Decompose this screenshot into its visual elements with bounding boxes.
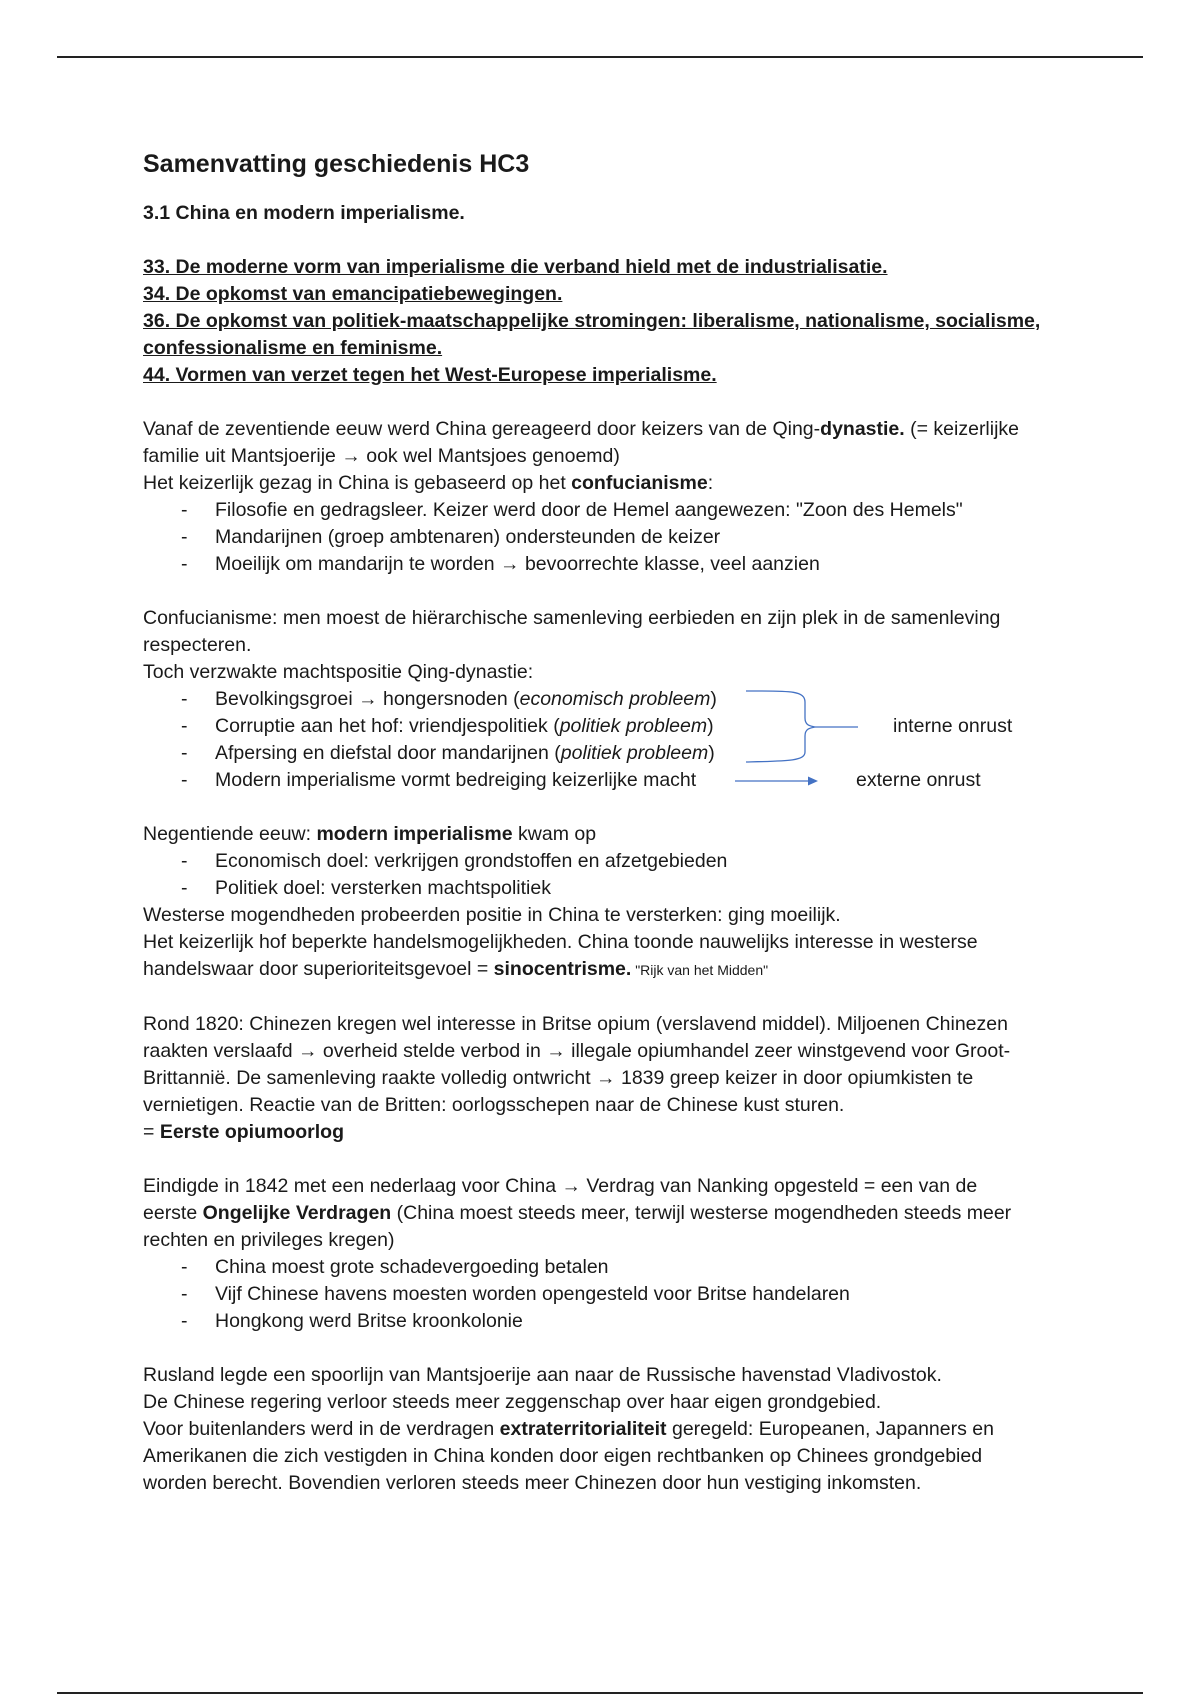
text-line: Vanaf de zeventiende eeuw werd China gereageerd door keizers van de Qing-dynastie. (= keizerlijke: [143, 418, 1020, 440]
label-externe-onrust: externe onrust: [856, 769, 981, 791]
text-line: = Eerste opiumoorlog: [143, 1121, 344, 1143]
text-line: Toch verzwakte machtspositie Qing-dynastie:: [143, 661, 534, 683]
text-line: Brittannië. De samenleving raakte volledig ontwricht → 1839 greep keizer in door opiumkisten te: [143, 1067, 974, 1089]
document-body: [143, 140, 1083, 1497]
header-rule: [57, 56, 1143, 58]
list-item: - Afpersing en diefstal door mandarijnen (politiek probleem): [215, 740, 1083, 767]
list-item: - Mandarijnen (groep ambtenaren) ondersteunden de keizer: [215, 524, 1083, 551]
paragraph-nanking: [143, 1173, 1083, 1335]
confucianism-list: [143, 497, 1083, 578]
text-line: vernietigen. Reactie van de Britten: oorlogsschepen naar de Chinese kust sturen.: [143, 1094, 845, 1116]
text-line: Rond 1820: Chinezen kregen wel interesse in Britse opium (verslavend middel). Miljoenen Chinezen: [143, 1013, 1008, 1035]
learning-goals: [143, 254, 1083, 389]
unrest-diagram: [143, 686, 1083, 794]
text-line: Het keizerlijk hof beperkte handelsmogelijkheden. China toonde nauwelijks interesse in westerse: [143, 931, 978, 953]
goal-line: confessionalisme en feminisme.: [143, 337, 443, 359]
goal-line: 36. De opkomst van politiek-maatschappelijke stromingen: liberalisme, nationalisme, socialisme,: [143, 310, 1041, 332]
goal-line: 33. De moderne vorm van imperialisme die verband hield met de industrialisatie.: [143, 256, 888, 278]
list-item: - Hongkong werd Britse kroonkolonie: [215, 1308, 1083, 1335]
text-line: Negentiende eeuw: modern imperialisme kwam op: [143, 823, 597, 845]
list-item: - Modern imperialisme vormt bedreiging keizerlijke macht: [215, 767, 1083, 794]
paragraph-imperialism: [143, 821, 1083, 984]
paragraph-qing: [143, 416, 1083, 578]
text-line: Voor buitenlanders werd in de verdragen extraterritorialiteit geregeld: Europeanen, Japanners en: [143, 1418, 994, 1440]
text-line: Westerse mogendheden probeerden positie in China te versterken: ging moeilijk.: [143, 904, 841, 926]
text-line: Confucianisme: men moest de hiërarchische samenleving eerbieden en zijn plek in de samenleving: [143, 607, 1001, 629]
goal-line: 44. Vormen van verzet tegen het West-Europese imperialisme.: [143, 364, 717, 386]
text-line: respecteren.: [143, 634, 252, 656]
brace-arrow-graphic: [743, 686, 863, 796]
text-line: Amerikanen die zich vestigden in China konden door eigen rechtbanken op Chinees grondgebied: [143, 1445, 983, 1467]
text-line: Rusland legde een spoorlijn van Mantsjoerije aan naar de Russische havenstad Vladivostok.: [143, 1364, 942, 1386]
goals-list: [143, 848, 1083, 902]
list-item: - Moeilijk om mandarijn te worden → bevoorrechte klasse, veel aanzien: [215, 551, 1083, 578]
arrow-head-icon: [808, 777, 818, 786]
list-item: - Corruptie aan het hof: vriendjespolitiek (politiek probleem): [215, 713, 1083, 740]
text-line: familie uit Mantsjoerije → ook wel Mantsjoes genoemd): [143, 445, 620, 467]
section-heading: 3.1 China en modern imperialisme.: [143, 202, 465, 224]
text-line: Eindigde in 1842 met een nederlaag voor China → Verdrag van Nanking opgesteld = een van de: [143, 1175, 978, 1197]
footer-rule: [57, 1692, 1143, 1694]
treaty-list: [143, 1254, 1083, 1335]
brace-icon: [746, 691, 815, 762]
paragraph-confucianism: [143, 605, 1083, 794]
text-line: Het keizerlijk gezag in China is gebaseerd op het confucianisme:: [143, 472, 714, 494]
paragraph-russia: [143, 1362, 1083, 1497]
paragraph-opium: [143, 1011, 1083, 1146]
text-line: rechten en privileges kregen): [143, 1229, 395, 1251]
text-line: handelswaar door superioriteitsgevoel = sinocentrisme. "Rijk van het Midden": [143, 958, 769, 980]
list-item: - Vijf Chinese havens moesten worden opengesteld voor Britse handelaren: [215, 1281, 1083, 1308]
text-line: De Chinese regering verloor steeds meer zeggenschap over haar eigen grondgebied.: [143, 1391, 882, 1413]
label-interne-onrust: interne onrust: [893, 715, 1013, 737]
text-line: raakten verslaafd → overheid stelde verbod in → illegale opiumhandel zeer winstgevend voor Groot-: [143, 1040, 1011, 1062]
list-item: - Politiek doel: versterken machtspolitiek: [215, 875, 1083, 902]
goal-line: 34. De opkomst van emancipatiebewegingen.: [143, 283, 563, 305]
list-item: - Filosofie en gedragsleer. Keizer werd door de Hemel aangewezen: "Zoon des Hemels": [215, 497, 1083, 524]
text-line: eerste Ongelijke Verdragen (China moest steeds meer, terwijl westerse mogendheden steeds meer: [143, 1202, 1012, 1224]
text-line: worden berecht. Bovendien verloren steeds meer Chinezen door hun vestiging inkomsten.: [143, 1472, 922, 1494]
list-item: - Economisch doel: verkrijgen grondstoffen en afzetgebieden: [215, 848, 1083, 875]
list-item: - China moest grote schadevergoeding betalen: [215, 1254, 1083, 1281]
list-item: - Bevolkingsgroei → hongersnoden (economisch probleem): [215, 686, 1083, 713]
page-title: Samenvatting geschiedenis HC3: [143, 150, 530, 178]
